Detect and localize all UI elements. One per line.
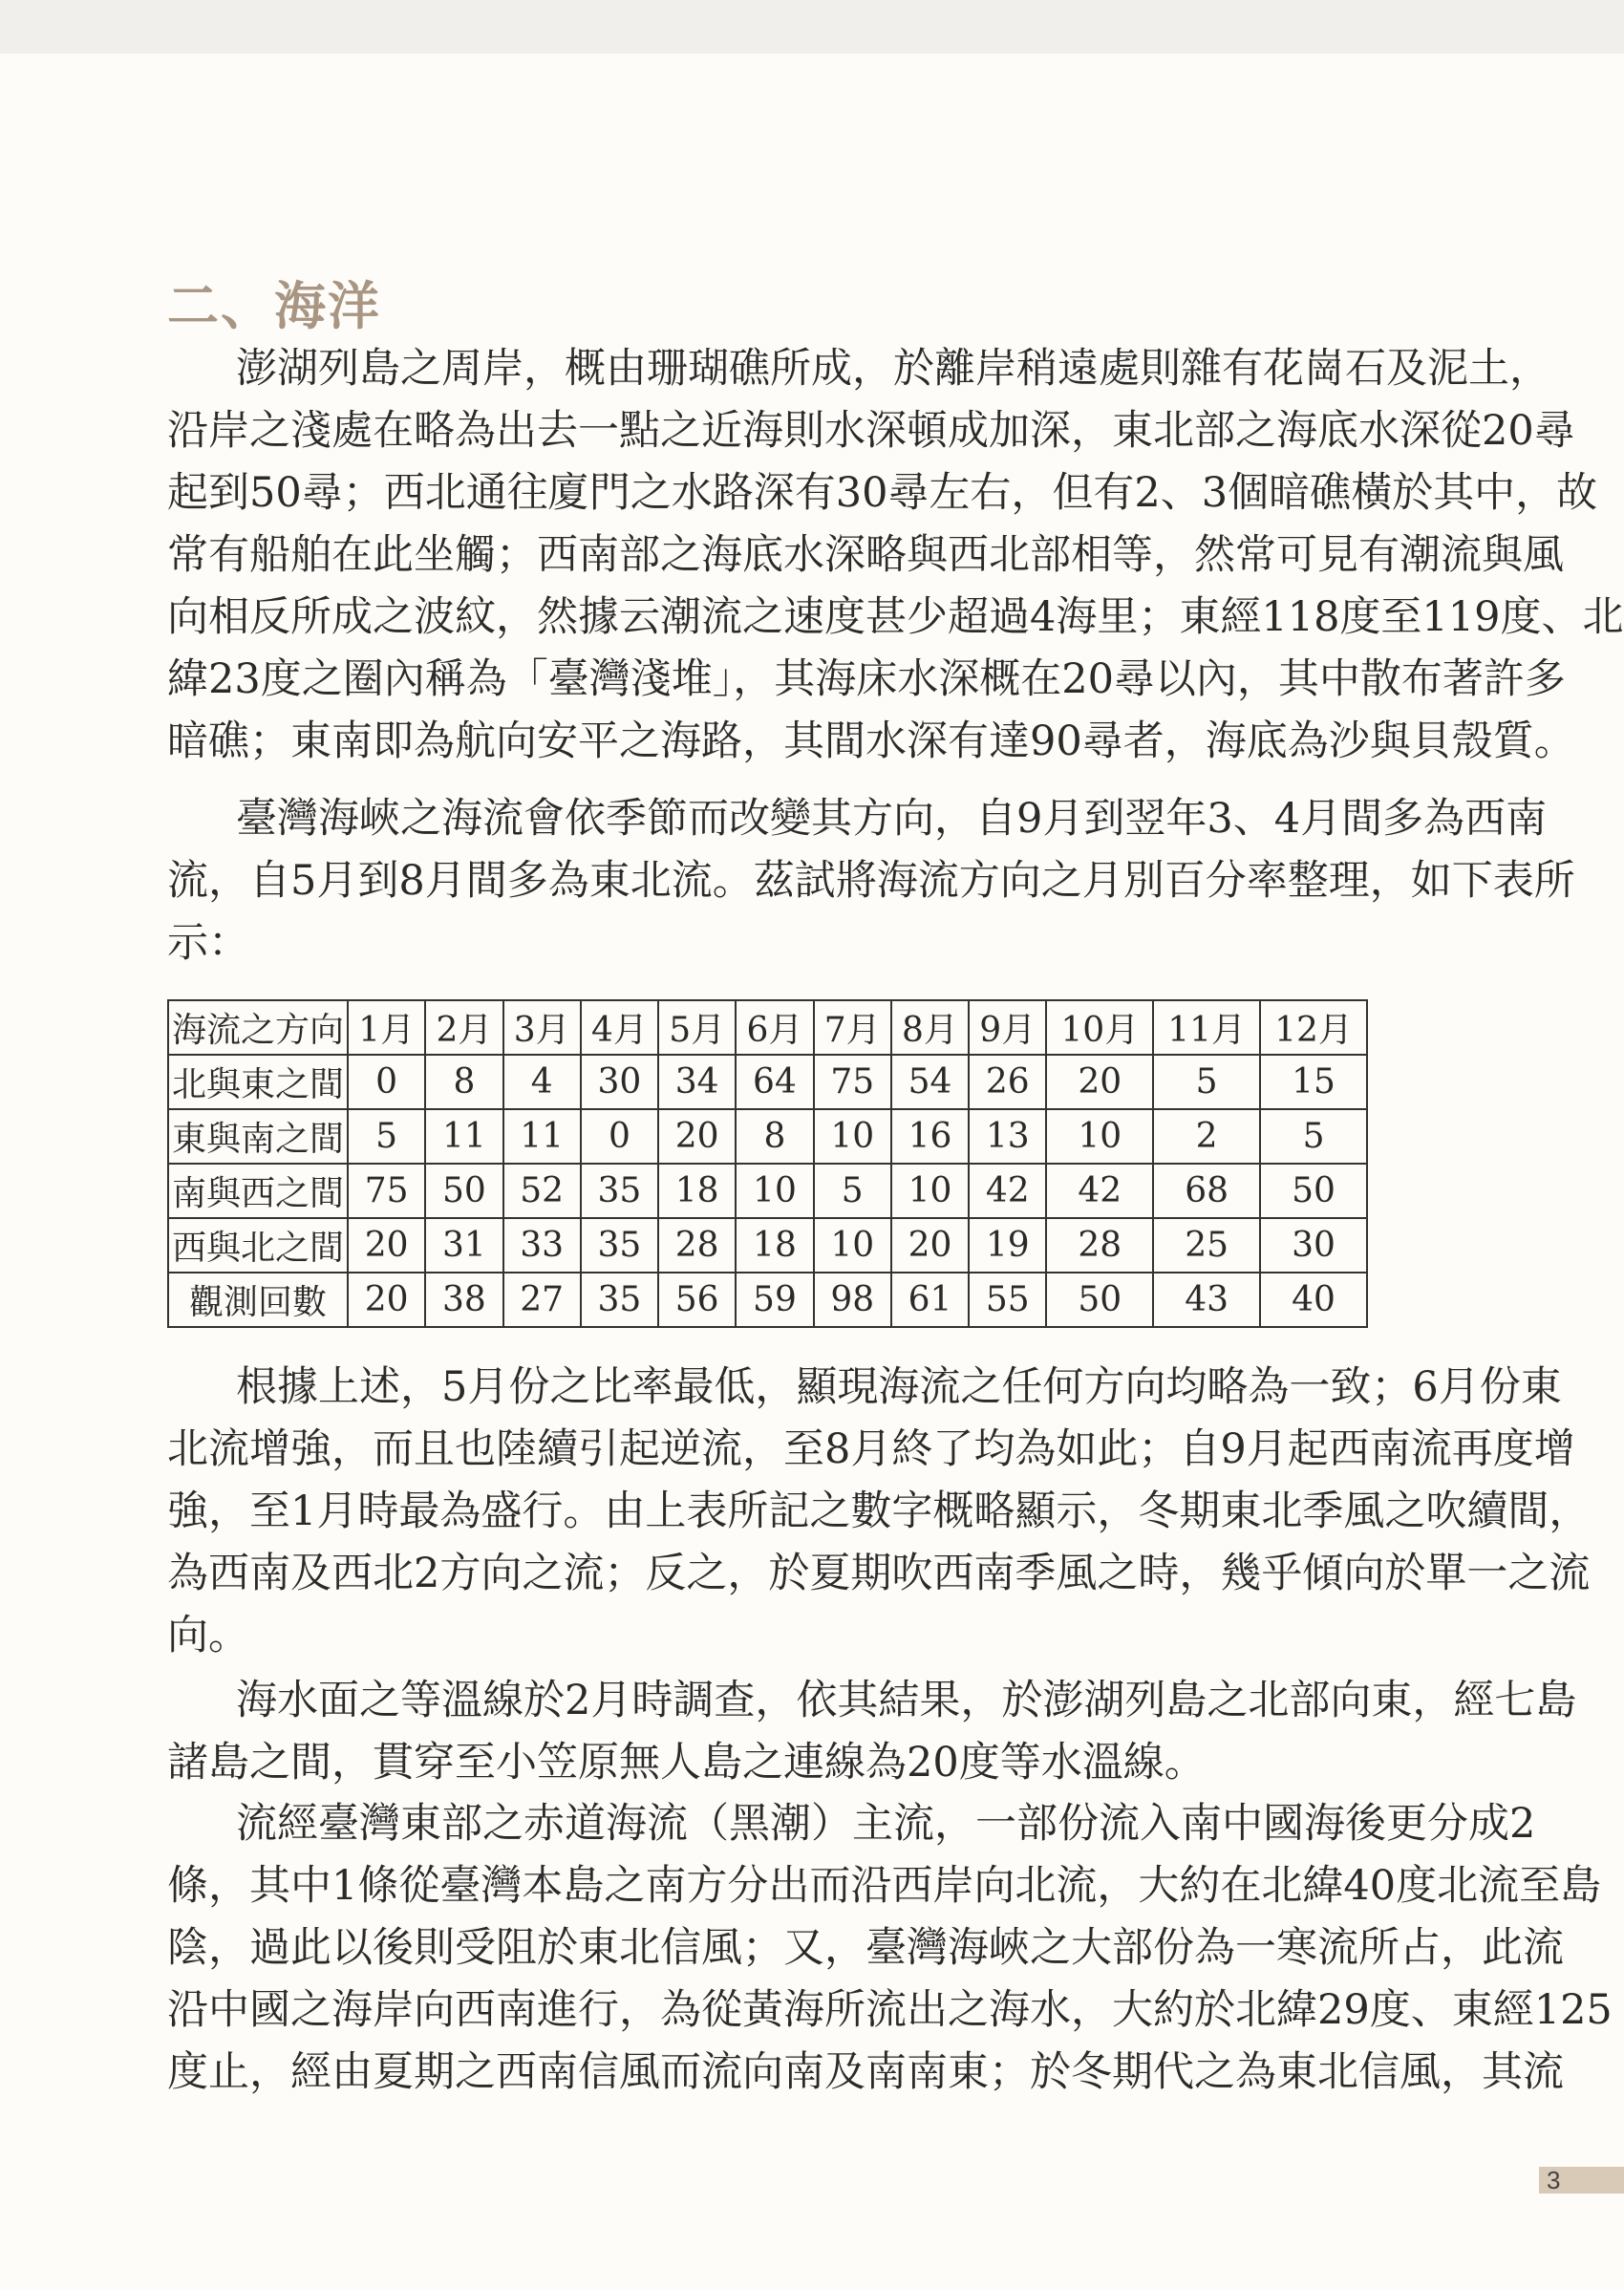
table-cell: 35: [581, 1164, 658, 1218]
text-line: 澎湖列島之周岸，概由珊瑚礁所成，於離岸稍遠處則雜有花崗石及泥土，: [236, 345, 1550, 393]
table-cell: 10: [814, 1218, 891, 1273]
page-number: 3: [1539, 2167, 1624, 2194]
table-cell: 42: [969, 1164, 1046, 1218]
table-cell: 16: [891, 1109, 969, 1164]
table-cell: 30: [581, 1055, 658, 1109]
table-cell: 35: [581, 1273, 658, 1327]
table-cell: 0: [581, 1109, 658, 1164]
text-line: 向。: [167, 1612, 249, 1659]
table-cell: 54: [891, 1055, 969, 1109]
paragraph: [167, 1793, 1613, 2104]
table-cell: 55: [969, 1273, 1046, 1327]
row-label-cell: 海流之方向: [168, 1000, 348, 1055]
text-line: 示：: [167, 919, 249, 967]
text-line: 沿岸之淺處在略為出去一點之近海則水深頓成加深，東北部之海底水深從20尋: [167, 407, 1575, 455]
table-cell: 28: [658, 1218, 736, 1273]
text-line: 流，自5月到8月間多為東北流。茲試將海流方向之月別百分率整理，如下表所: [167, 857, 1575, 905]
table-cell: 59: [736, 1273, 813, 1327]
table-cell: 26: [969, 1055, 1046, 1109]
text-line: 暗礁；東南即為航向安平之海路，其間水深有達90尋者，海底為沙與貝殼質。: [167, 717, 1575, 765]
text-line: 向相反所成之波紋，然據云潮流之速度甚少超過4海里；東經118度至119度、北: [167, 593, 1624, 641]
table-cell: 15: [1260, 1055, 1367, 1109]
table-cell: 18: [736, 1218, 813, 1273]
paragraph: [167, 338, 1624, 773]
table-cell: 27: [503, 1273, 581, 1327]
table-cell: 20: [348, 1273, 425, 1327]
ocean-current-table: [167, 999, 1368, 1328]
table-cell: 11: [425, 1109, 502, 1164]
text-line: 北流增強，而且也陸續引起逆流，至8月終了均為如此；自9月起西南流再度增: [167, 1425, 1575, 1473]
table-cell: 50: [1046, 1273, 1153, 1327]
paragraph: [167, 1670, 1577, 1794]
table-cell: 3月: [503, 1000, 581, 1055]
text-line: 為西南及西北2方向之流；反之，於夏期吹西南季風之時，幾乎傾向於單一之流: [167, 1550, 1591, 1597]
table-cell: 5: [348, 1109, 425, 1164]
scan-top-band: [0, 0, 1624, 54]
table-cell: 10: [736, 1164, 813, 1218]
text-line: 臺灣海峽之海流會依季節而改變其方向，自9月到翌年3、4月間多為西南: [236, 795, 1548, 843]
row-label-cell: 西與北之間: [168, 1218, 348, 1273]
text-line: 海水面之等溫線於2月時調查，依其結果，於澎湖列島之北部向東，經七島: [236, 1677, 1577, 1724]
text-line: 陰，過此以後則受阻於東北信風；又，臺灣海峽之大部份為一寒流所占，此流: [167, 1924, 1564, 1972]
table-cell: 34: [658, 1055, 736, 1109]
text-line: 條，其中1條從臺灣本島之南方分出而沿西岸向北流，大約在北緯40度北流至島: [167, 1862, 1602, 1910]
text-line: 起到50尋；西北通往廈門之水路深有30尋左右，但有2、3個暗礁橫於其中，故: [167, 469, 1598, 517]
table-cell: 42: [1046, 1164, 1153, 1218]
table-cell: 52: [503, 1164, 581, 1218]
table-cell: 6月: [736, 1000, 813, 1055]
text-line: 常有船舶在此坐觸；西南部之海底水深略與西北部相等，然常可見有潮流與風: [167, 531, 1564, 579]
text-line: 強，至1月時最為盛行。由上表所記之數字概略顯示，冬期東北季風之吹續間，: [167, 1487, 1591, 1535]
text-line: 根據上述，5月份之比率最低，顯現海流之任何方向均略為一致；6月份東: [236, 1363, 1562, 1411]
table-row: [168, 1273, 1367, 1327]
table-cell: 20: [891, 1218, 969, 1273]
row-label-cell: 東與南之間: [168, 1109, 348, 1164]
text-line: 緯23度之圈內稱為「臺灣淺堆」，其海床水深概在20尋以內，其中散布著許多: [167, 655, 1566, 703]
table-cell: 5月: [658, 1000, 736, 1055]
table-cell: 64: [736, 1055, 813, 1109]
table-cell: 11月: [1153, 1000, 1260, 1055]
section-title: 二、海洋: [167, 276, 381, 336]
table-cell: 19: [969, 1218, 1046, 1273]
table-cell: 9月: [969, 1000, 1046, 1055]
table-cell: 10: [891, 1164, 969, 1218]
table-cell: 68: [1153, 1164, 1260, 1218]
table-cell: 31: [425, 1218, 502, 1273]
table-cell: 30: [1260, 1218, 1367, 1273]
table-cell: 20: [348, 1218, 425, 1273]
table-cell: 4: [503, 1055, 581, 1109]
table-row: [168, 1109, 1367, 1164]
table-row: [168, 1055, 1367, 1109]
table-cell: 18: [658, 1164, 736, 1218]
table-header-row: [168, 1000, 1367, 1055]
table-cell: 10月: [1046, 1000, 1153, 1055]
table-cell: 61: [891, 1273, 969, 1327]
row-label-cell: 北與東之間: [168, 1055, 348, 1109]
table-cell: 50: [1260, 1164, 1367, 1218]
table-cell: 20: [658, 1109, 736, 1164]
table-cell: 0: [348, 1055, 425, 1109]
paragraph: [167, 1357, 1591, 1667]
table-cell: 10: [1046, 1109, 1153, 1164]
table-cell: 75: [814, 1055, 891, 1109]
text-line: 流經臺灣東部之赤道海流（黑潮）主流，一部份流入南中國海後更分成2: [236, 1800, 1536, 1848]
row-label-cell: 觀測回數: [168, 1273, 348, 1327]
table-cell: 33: [503, 1218, 581, 1273]
table-cell: 8: [425, 1055, 502, 1109]
table-cell: 43: [1153, 1273, 1260, 1327]
table-cell: 5: [1153, 1055, 1260, 1109]
text-line: 度止，經由夏期之西南信風而流向南及南南東；於冬期代之為東北信風，其流: [167, 2048, 1564, 2096]
table-cell: 38: [425, 1273, 502, 1327]
table-cell: 13: [969, 1109, 1046, 1164]
table-cell: 25: [1153, 1218, 1260, 1273]
table-cell: 2月: [425, 1000, 502, 1055]
table-cell: 28: [1046, 1218, 1153, 1273]
table-row: [168, 1164, 1367, 1218]
table-cell: 12月: [1260, 1000, 1367, 1055]
table-cell: 35: [581, 1218, 658, 1273]
table-cell: 5: [1260, 1109, 1367, 1164]
text-line: 諸島之間，貫穿至小笠原無人島之連線為20度等水溫線。: [167, 1739, 1206, 1787]
row-label-cell: 南與西之間: [168, 1164, 348, 1218]
table-cell: 4月: [581, 1000, 658, 1055]
table-cell: 50: [425, 1164, 502, 1218]
table-cell: 11: [503, 1109, 581, 1164]
table-row: [168, 1218, 1367, 1273]
table-cell: 1月: [348, 1000, 425, 1055]
table-cell: 56: [658, 1273, 736, 1327]
table-cell: 5: [814, 1164, 891, 1218]
table-cell: 40: [1260, 1273, 1367, 1327]
table-cell: 98: [814, 1273, 891, 1327]
table-cell: 10: [814, 1109, 891, 1164]
table-cell: 8: [736, 1109, 813, 1164]
text-line: 沿中國之海岸向西南進行，為從黃海所流出之海水，大約於北緯29度、東經125: [167, 1986, 1613, 2034]
table-cell: 75: [348, 1164, 425, 1218]
table-cell: 8月: [891, 1000, 969, 1055]
table-cell: 7月: [814, 1000, 891, 1055]
table-cell: 20: [1046, 1055, 1153, 1109]
table-cell: 2: [1153, 1109, 1260, 1164]
paragraph: [167, 788, 1575, 974]
